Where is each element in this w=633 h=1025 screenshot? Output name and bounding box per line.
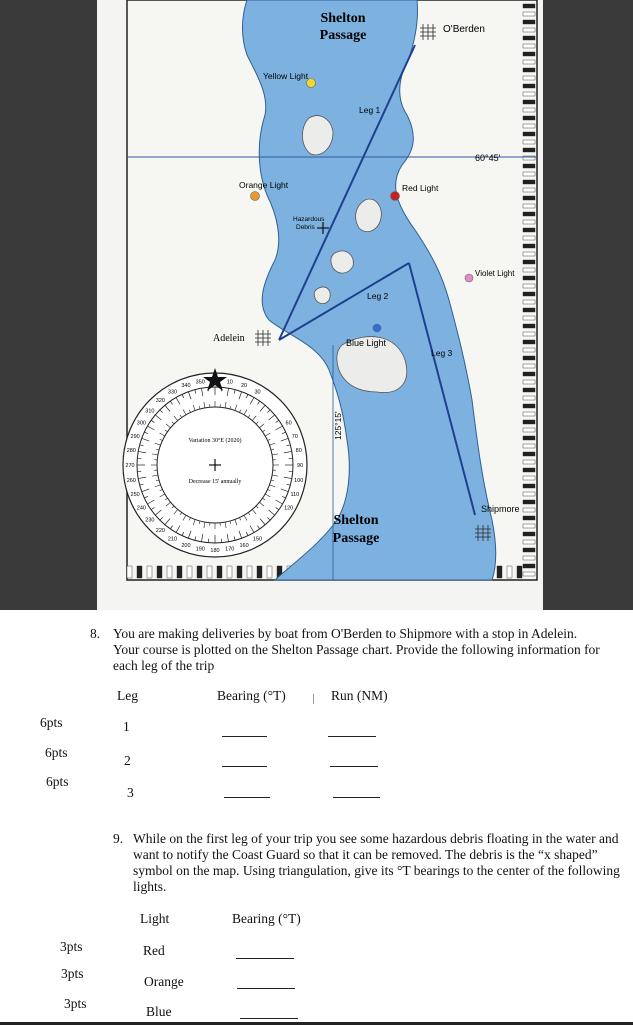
orange-light-label: Orange Light [239, 180, 289, 190]
q9-row3-bearing-answer[interactable] [240, 1018, 298, 1019]
scale-segment [523, 548, 535, 552]
scale-segment [523, 476, 535, 480]
scale-segment [523, 244, 535, 248]
q8-text-line: You are making deliveries by boat from O'Berden to Shipmore with a stop in Adelein. [113, 626, 578, 641]
compass-number: 260 [126, 477, 136, 484]
q9-header-light: Light [140, 911, 170, 926]
q8-row1-bearing-answer[interactable] [222, 736, 267, 737]
scale-segment [523, 180, 535, 184]
q9-text [133, 831, 628, 895]
violet-light-label: Violet Light [475, 269, 515, 278]
map-title-top-line1: Shelton [320, 11, 366, 26]
blue-light-label: Blue Light [346, 338, 387, 348]
map-title-bottom-line2: Passage [332, 531, 380, 546]
scale-segment [177, 566, 182, 578]
scale-segment [523, 236, 535, 240]
compass-number: 70 [291, 433, 298, 440]
compass-number: 210 [167, 536, 178, 543]
island [331, 251, 353, 273]
q9-text-line: lights. [133, 879, 167, 894]
compass-number: 350 [195, 379, 205, 386]
red-light-marker [391, 192, 400, 201]
scale-segment [523, 124, 535, 128]
scale-segment [523, 92, 535, 96]
scale-segment [523, 556, 535, 560]
debris-label-line1: Hazardous [293, 216, 325, 223]
leg-1-label: Leg 1 [359, 105, 381, 115]
scale-segment [523, 572, 535, 576]
compass-number: 90 [296, 463, 304, 469]
scale-segment [523, 84, 535, 88]
compass-number: 300 [136, 420, 146, 427]
map-title-bottom-line1: Shelton [333, 513, 379, 528]
scale-segment [523, 116, 535, 120]
q8-row3-points: 6pts [46, 774, 69, 789]
q8-row3-run-answer[interactable] [333, 797, 380, 798]
scale-segment [523, 4, 535, 8]
q8-row2-leg: 2 [124, 753, 131, 768]
q8-row1-leg: 1 [123, 719, 130, 734]
scale-segment [523, 132, 535, 136]
island [314, 287, 330, 304]
scale-segment [523, 468, 535, 472]
scale-segment [523, 220, 535, 224]
violet-light-marker [465, 274, 473, 282]
scale-segment [137, 566, 142, 578]
column-divider [313, 694, 314, 704]
scale-segment [237, 566, 242, 578]
scale-segment [497, 566, 502, 578]
scale-segment [197, 566, 202, 578]
compass-number: 290 [130, 433, 140, 440]
scale-segment [523, 372, 535, 376]
scale-segment [523, 148, 535, 152]
scale-segment [523, 20, 535, 24]
compass-number: 160 [239, 542, 249, 549]
scale-segment [523, 212, 535, 216]
scale-segment [517, 566, 522, 578]
scale-segment [523, 452, 535, 456]
q8-text-line: each leg of the trip [113, 658, 215, 673]
scale-segment [523, 356, 535, 360]
scale-segment [523, 396, 535, 400]
compass-number: 100 [294, 477, 304, 484]
q9-row3-points: 3pts [64, 996, 87, 1011]
leg-2-label: Leg 2 [367, 291, 389, 301]
scale-segment [523, 388, 535, 392]
leg-3-label: Leg 3 [431, 348, 453, 358]
compass-number: 240 [136, 505, 146, 512]
compass-number: 330 [167, 389, 178, 396]
compass-number: 180 [210, 548, 220, 554]
scale-segment [523, 60, 535, 64]
scale-segment [523, 508, 535, 512]
scale-segment [523, 332, 535, 336]
q8-row3-leg: 3 [127, 785, 134, 800]
q9-text-line: While on the first leg of your trip you see some hazardous debris floating in the water and [133, 831, 619, 846]
q9-row3-light: Blue [146, 1004, 172, 1019]
yellow-light-label: Yellow Light [263, 71, 309, 81]
scale-segment [523, 276, 535, 280]
longitude-label: 125°15' [333, 411, 343, 440]
scale-segment [523, 524, 535, 528]
q8-row2-run-answer[interactable] [330, 766, 378, 767]
q9-row2-bearing-answer[interactable] [237, 988, 295, 989]
compass-number: 170 [225, 546, 235, 553]
scale-segment [523, 140, 535, 144]
scale-segment [523, 284, 535, 288]
compass-number: 150 [252, 536, 263, 543]
compass-number: 200 [181, 542, 191, 549]
q9-row2-points: 3pts [61, 966, 84, 981]
q9-row1-points: 3pts [60, 939, 83, 954]
scale-segment [217, 566, 222, 578]
scale-segment [523, 436, 535, 440]
scale-segment [523, 76, 535, 80]
q8-header-bearing: Bearing (°T) [217, 688, 286, 703]
compass-number: 10 [226, 379, 233, 386]
scale-segment [523, 484, 535, 488]
scale-segment [523, 44, 535, 48]
scale-segment [523, 36, 535, 40]
scale-segment [523, 164, 535, 168]
scale-segment [523, 564, 535, 568]
scale-segment [187, 566, 192, 578]
q9-number: 9. [113, 831, 124, 846]
q8-row1-run-answer[interactable] [328, 736, 376, 737]
compass-number: 270 [125, 463, 135, 469]
compass-decrease-text: Decrease 15' annually [188, 479, 242, 485]
compass-number: 20 [241, 383, 248, 390]
compass-number: 280 [126, 448, 136, 455]
scale-segment [523, 196, 535, 200]
map-title-top-line2: Passage [319, 28, 367, 43]
scale-segment [523, 348, 535, 352]
q8-row2-bearing-answer[interactable] [222, 766, 267, 767]
red-light-label: Red Light [402, 183, 439, 193]
latitude-label: 60°45' [475, 153, 501, 163]
scale-segment [127, 566, 132, 578]
scale-segment [523, 28, 535, 32]
q8-header-leg: Leg [117, 688, 138, 703]
scale-segment [523, 532, 535, 536]
scale-segment [227, 566, 232, 578]
scale-segment [523, 260, 535, 264]
compass-number: 320 [155, 397, 165, 404]
scale-segment [507, 566, 512, 578]
scale-segment [523, 100, 535, 104]
scale-segment [523, 340, 535, 344]
scale-segment [523, 428, 535, 432]
scale-segment [523, 268, 535, 272]
orange-light-marker [251, 192, 260, 201]
q8-text-line: Your course is plotted on the Shelton Passage chart. Provide the following information for [113, 642, 600, 657]
adelein-label: Adelein [213, 333, 245, 344]
scale-segment [523, 12, 535, 16]
scale-segment [257, 566, 262, 578]
scale-segment [523, 444, 535, 448]
scale-segment [523, 52, 535, 56]
dark-background-left [0, 0, 97, 610]
scale-segment [523, 188, 535, 192]
q9-row2-light: Orange [144, 974, 184, 989]
scale-segment [523, 292, 535, 296]
scale-segment [247, 566, 252, 578]
compass-number: 60 [285, 420, 292, 427]
scale-segment [523, 228, 535, 232]
compass-number: 110 [290, 492, 300, 499]
q8-row3-bearing-answer[interactable] [224, 797, 270, 798]
scale-segment [523, 540, 535, 544]
scale-segment [523, 460, 535, 464]
q8-text [113, 626, 613, 674]
scale-segment [523, 492, 535, 496]
oberden-label: O'Berden [443, 24, 485, 35]
debris-label-line2: Debris [296, 224, 315, 231]
q9-header-bearing: Bearing (°T) [232, 911, 301, 926]
compass-number: 80 [295, 448, 302, 455]
shelton-passage-chart [97, 0, 543, 610]
compass-number: 250 [130, 492, 140, 499]
q8-row2-points: 6pts [45, 745, 68, 760]
compass-number: 310 [145, 408, 155, 415]
compass-number: 340 [181, 383, 191, 390]
scale-segment [523, 252, 535, 256]
scale-segment [147, 566, 152, 578]
compass-number: 220 [155, 528, 165, 535]
scale-segment [523, 108, 535, 112]
scale-segment [523, 204, 535, 208]
scale-segment [267, 566, 272, 578]
q8-row1-points: 6pts [40, 715, 63, 730]
scale-segment [523, 380, 535, 384]
scale-segment [523, 172, 535, 176]
q9-text-line: symbol on the map. Using triangulation, give its °T bearings to the center of the following [133, 863, 620, 878]
scale-segment [523, 316, 535, 320]
scale-segment [157, 566, 162, 578]
scale-segment [523, 420, 535, 424]
scale-segment [167, 566, 172, 578]
compass-number: 190 [195, 546, 205, 553]
compass-number: 120 [284, 505, 294, 512]
q8-number: 8. [90, 626, 101, 641]
q9-text-line: want to notify the Coast Guard so that it can be removed. The debris is the “x shaped” [133, 847, 598, 862]
shipmore-label: Shipmore [481, 504, 520, 514]
scale-segment [523, 68, 535, 72]
compass-number: 30 [254, 389, 261, 396]
scale-segment [523, 364, 535, 368]
blue-light-marker [373, 324, 381, 332]
scale-segment [523, 404, 535, 408]
scale-segment [523, 500, 535, 504]
compass-number: 230 [145, 517, 155, 524]
scale-segment [523, 324, 535, 328]
scale-segment [523, 300, 535, 304]
scale-segment [523, 308, 535, 312]
scale-segment [207, 566, 212, 578]
q9-row1-light: Red [143, 943, 165, 958]
compass-variation-text: Variation 30°E (2020) [188, 438, 242, 444]
q9-row1-bearing-answer[interactable] [236, 958, 294, 959]
q8-header-run: Run (NM) [331, 688, 388, 703]
scale-segment [523, 412, 535, 416]
dark-background-right [543, 0, 633, 610]
scale-segment [523, 516, 535, 520]
